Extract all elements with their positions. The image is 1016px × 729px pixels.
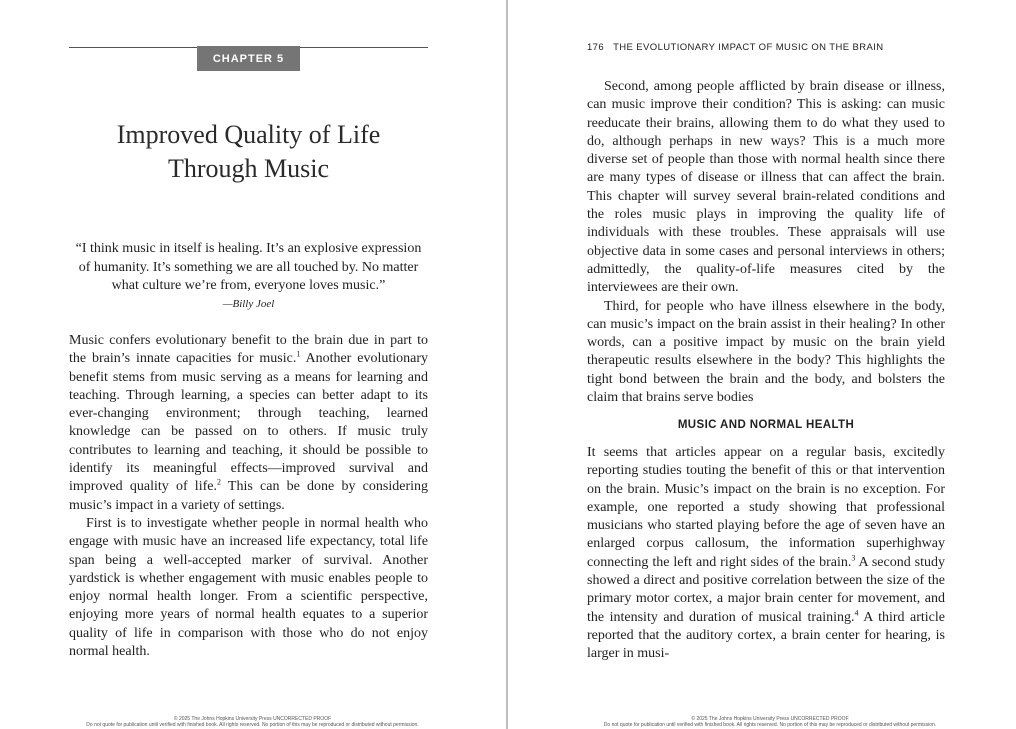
left-paragraph-1 [69, 332, 428, 515]
text-run: It seems that articles appear on a regular basis, excitedly reporting studies touting the benefit of this or that intervention on the brain. Music’s impact on the brain is no exception. For example, one reported a study showing that professional musicians who started playing before the age of seven have an enlarged corpus callosum, the information superhighway connecting the left and right sides of the brain. [587, 445, 945, 570]
footnote-ref[interactable]: 1 [296, 349, 301, 359]
running-head-title: THE EVOLUTIONARY IMPACT OF MUSIC ON THE BRAIN [613, 42, 884, 53]
footnote-ref[interactable]: 4 [854, 608, 859, 618]
chapter-title-line2: Through Music [167, 154, 330, 183]
footnote-ref[interactable]: 2 [216, 477, 221, 487]
text-run: This can be done by considering music’s impact in a variety of settings. [69, 479, 428, 513]
epigraph-attribution: —Billy Joel [222, 298, 275, 310]
right-footer [570, 716, 970, 728]
left-footer [40, 716, 465, 728]
chapter-label: CHAPTER 5 [197, 46, 300, 71]
chapter-title [69, 118, 428, 186]
footnote-ref[interactable]: 3 [851, 553, 856, 563]
page-gutter [506, 0, 508, 729]
right-paragraph-2: Third, for people who have illness elsewhere in the body, can music’s impact on the brain assist in their healing? In other words, can a positive impact by music on the brain yield therapeutic results elsewhere in the body? This highlights the tight bond between the brain and the body, and bolsters the claim that brains serve bodies [587, 298, 945, 406]
section-heading: MUSIC AND NORMAL HEALTH [677, 419, 855, 431]
running-head [587, 42, 945, 53]
footer-copyright: © 2025 The Johns Hopkins University Press UNCORRECTED PROOF [691, 716, 849, 722]
footer-notice: Do not quote for publication until verified with finished book. All rights reserved. No portion of this may be reproduced or distributed without permission. [603, 722, 937, 728]
chapter-title-line1: Improved Quality of Life [116, 120, 381, 149]
left-body-text [69, 332, 428, 661]
footer-copyright: © 2025 The Johns Hopkins University Press UNCORRECTED PROOF [173, 716, 332, 722]
text-run: A third article reported that the auditory cortex, a brain center for hearing, is larger in musi- [587, 609, 946, 662]
left-paragraph-2: First is to investigate whether people in normal health who engage with music have an increased life expectancy, total life span being a well-accepted marker of survival. Another yardstick is whether engagement with music enables people to enjoy normal health longer. From a scientific perspective, enjoying more years of normal health equates to a superior quality of life in comparison with those who do not enjoy normal health. [69, 515, 428, 660]
text-run: A second study showed a direct and positive correlation between the size of the primary motor cortex, a major brain center for movement, and the intensity and duration of musical training. [587, 554, 945, 625]
right-body-text-bottom [587, 444, 945, 664]
right-body-text-top [587, 78, 945, 407]
right-paragraph-1: Second, among people afflicted by brain disease or illness, can music improve their condition? This is asking: can music reeducate their brains, allowing them to do what they used to do, although perhaps in new ways? This is a much more diverse set of people than those with normal health since there are many types of disease or illness that can affect the brain. This chapter will survey several brain-related conditions and the roles music plays in improving the quality life of individuals with these troubles. These appraisals will use objective data in some cases and personal interviews in others; admittedly, the quality-of-life measures cited by the interviewees are their own. [587, 79, 945, 296]
text-run: Another evolutionary benefit stems from music serving as a means for learning and teaching. Through learning, a species can better adapt to its ever-changing environment; through teaching, learned knowledge can be passed on to others. If music truly contributes to learning and teaching, it should be possible to identify its meaningful effects—improved survival and improved quality of life. [69, 351, 428, 495]
text-run: Music confers evolutionary benefit to the brain due in part to the brain’s innate capacities for music. [69, 333, 428, 367]
page-number: 176 [587, 42, 605, 53]
right-paragraph-3 [587, 444, 945, 664]
epigraph-quote: “I think music in itself is healing. It’s an explosive expression of humanity. It’s something we are all touched by. No matter what culture we’re from, everyone loves music.” [75, 241, 422, 293]
footer-notice: Do not quote for publication until verified with finished book. All rights reserved. No portion of this may be reproduced or distributed without permission. [86, 722, 419, 728]
